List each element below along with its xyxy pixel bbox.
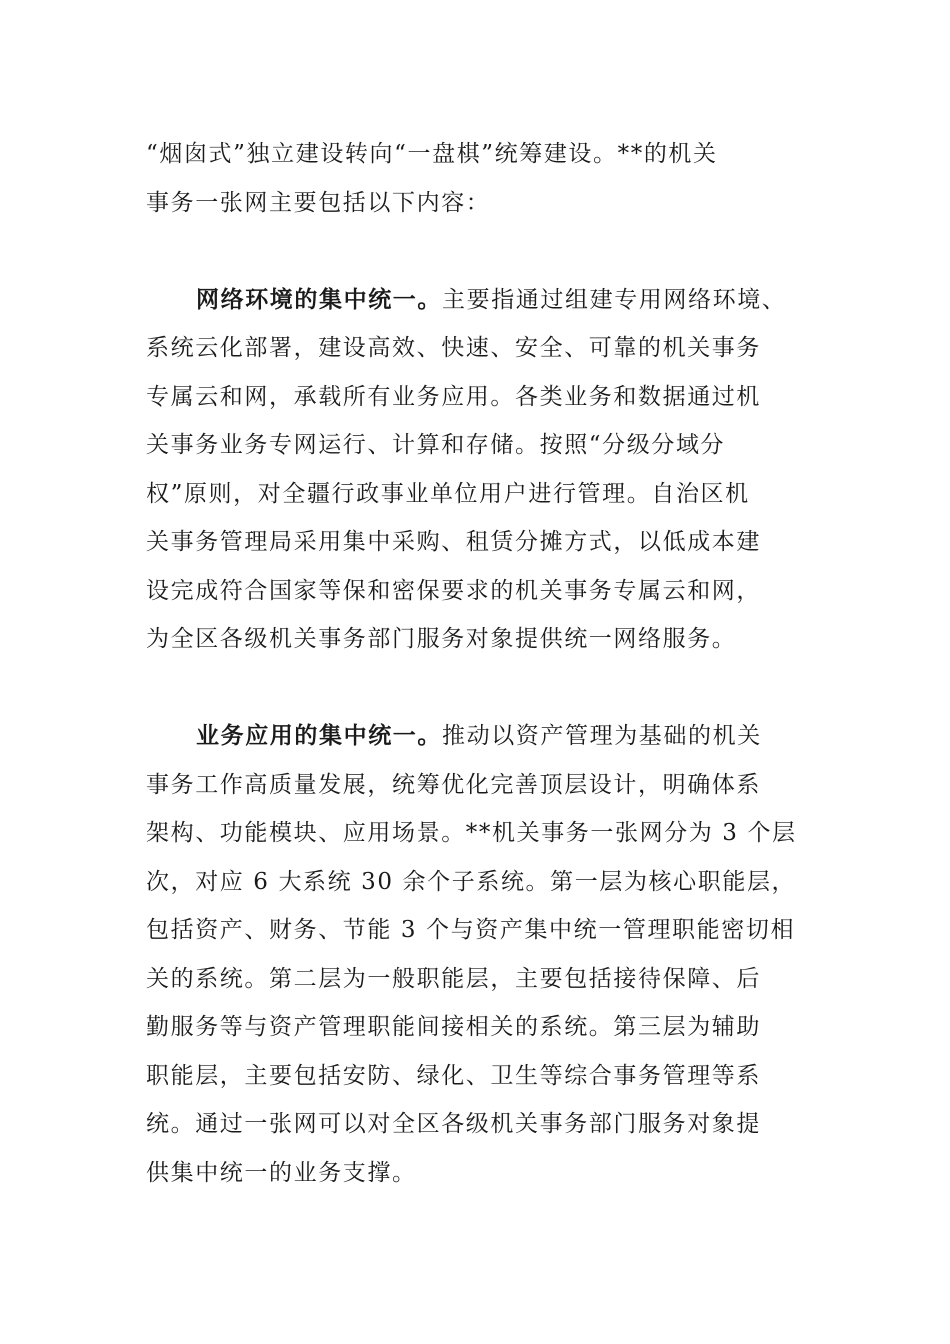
paragraph-line: 次，对应 6 大系统 30 余个子系统。第一层为核心职能层，: [146, 868, 797, 895]
section-heading: 业务应用的集中统一。: [196, 722, 442, 749]
paragraph-line: 关的系统。第二层为一般职能层，主要包括接待保障、后: [146, 965, 761, 992]
section-heading: 网络环境的集中统一。: [196, 285, 442, 313]
paragraph-line: 勤服务等与资产管理职能间接相关的系统。第三层为辅助: [146, 1014, 761, 1040]
paragraph-line: 事务工作高质量发展，统筹优化完善顶层设计，明确体系: [146, 771, 761, 798]
paragraph-first-line: [146, 712, 811, 761]
paragraph-line: “烟囱式”独立建设转向“一盘棋”统筹建设。**的机关: [146, 141, 718, 167]
paragraph-line: 架构、功能模块、应用场景。**机关事务一张网分为 3 个层: [146, 820, 797, 846]
paragraph-text: 推动以资产管理为基础的机关: [442, 723, 762, 749]
document-page: [146, 130, 811, 1197]
paragraph-text: 主要指通过组建专用网络环境、: [442, 286, 787, 313]
paragraph-line: 供集中统一的业务支撑。: [146, 1159, 417, 1186]
section-network-paragraph: [146, 276, 811, 664]
paragraph-line: 职能层，主要包括安防、绿化、卫生等综合事务管理等系: [146, 1062, 761, 1089]
paragraph-line: 包括资产、财务、节能 3 个与资产集中统一管理职能密切相: [146, 917, 796, 943]
paragraph-line: 关事务业务专网运行、计算和存储。按照“分级分域分: [146, 432, 726, 458]
paragraph-gap: [146, 227, 811, 276]
paragraph-line: 权”原则，对全疆行政事业单位用户进行管理。自治区机: [146, 480, 750, 507]
section-business-paragraph: [146, 712, 811, 1197]
paragraph-line: 设完成符合国家等保和密保要求的机关事务专属云和网，: [146, 577, 761, 604]
intro-paragraph: [146, 130, 811, 227]
paragraph-gap: [146, 664, 811, 713]
paragraph-line: 统。通过一张网可以对全区各级机关事务部门服务对象提: [146, 1111, 761, 1137]
paragraph-first-line: [146, 276, 811, 325]
paragraph-line: 系统云化部署，建设高效、快速、安全、可靠的机关事务: [146, 335, 761, 361]
paragraph-line: 关事务管理局采用集中采购、租赁分摊方式，以低成本建: [146, 529, 761, 555]
paragraph-line: 专属云和网，承载所有业务应用。各类业务和数据通过机: [146, 383, 761, 410]
paragraph-line: 为全区各级机关事务部门服务对象提供统一网络服务。: [146, 626, 737, 652]
paragraph-line: 事务一张网主要包括以下内容：: [146, 189, 491, 216]
